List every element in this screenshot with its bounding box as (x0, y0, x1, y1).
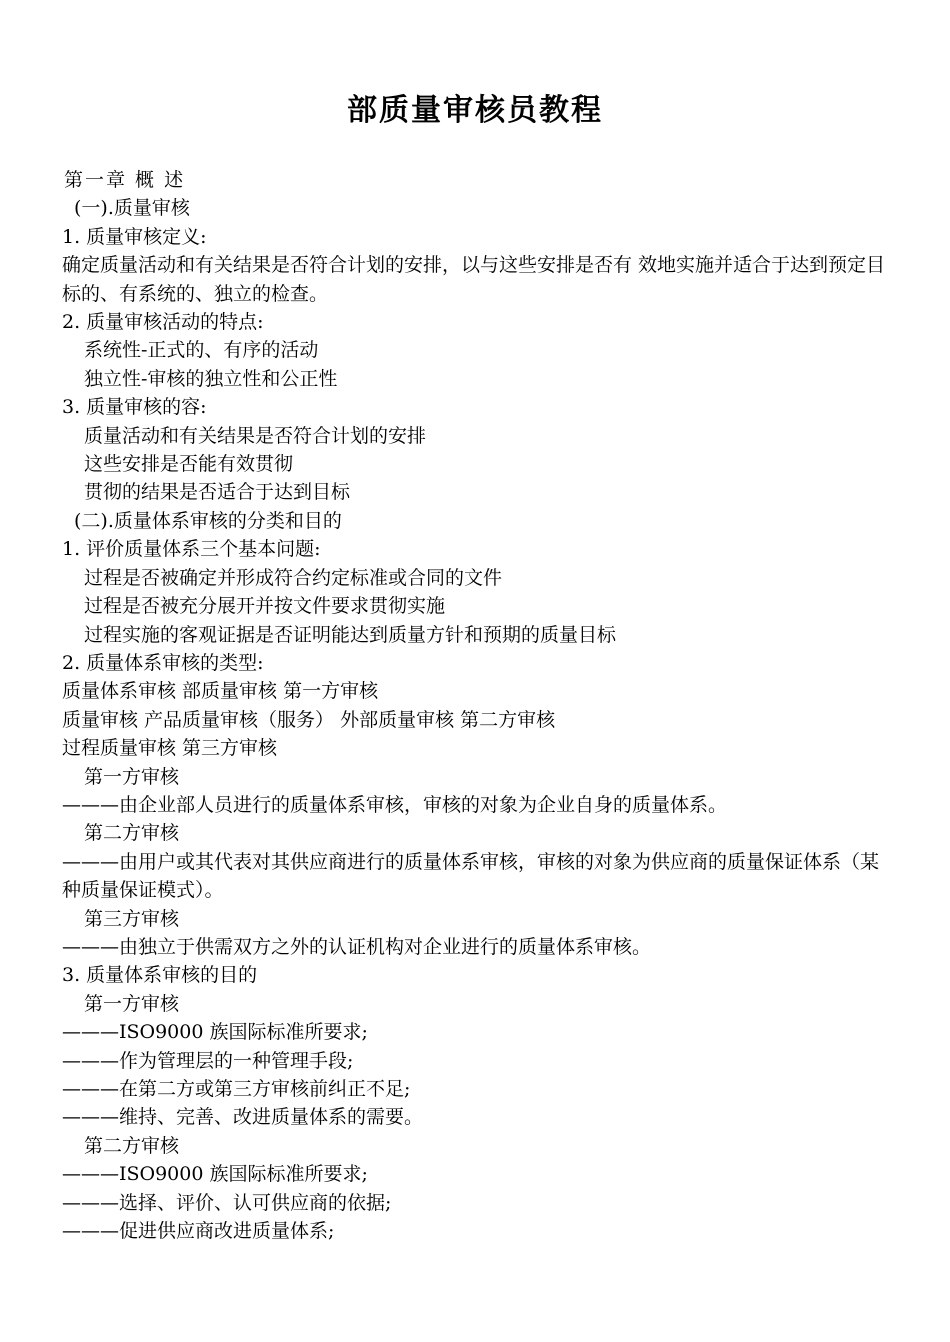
text-line: ———在第二方或第三方审核前纠正不足; (62, 1078, 411, 1100)
text-line: ———选择、评价、认可供应商的依据; (62, 1191, 392, 1214)
text-line: 3. 质量审核的容: (62, 396, 207, 419)
text-line: ———ISO9000 族国际标准所要求; (62, 1163, 368, 1186)
text-line: 过程实施的客观证据是否证明能达到质量方针和预期的质量目标 (84, 623, 617, 646)
text-line: 2. 质量体系审核的类型: (62, 651, 264, 674)
document-body (62, 166, 892, 1245)
text-line: 系统性-正式的、有序的活动 (84, 339, 319, 362)
text-line: 这些安排是否能有效贯彻 (84, 453, 294, 476)
text-line: (一).质量审核 (74, 197, 190, 220)
text-line: 过程是否被确定并形成符合约定标准或合同的文件 (84, 566, 503, 589)
text-line: 1. 质量审核定义: (62, 225, 207, 248)
text-line: 第二方审核 (84, 1134, 180, 1157)
text-line: ———由企业部人员进行的质量体系审核，审核的对象为企业自身的质量体系。 (62, 793, 728, 816)
text-line: 第一章 概 述 (64, 169, 186, 191)
text-line: ———维持、完善、改进质量体系的需要。 (62, 1106, 424, 1129)
text-line: 第三方审核 (84, 907, 180, 930)
text-line: 3. 质量体系审核的目的 (62, 964, 258, 987)
text-line: 贯彻的结果是否适合于达到目标 (84, 481, 351, 504)
text-line: 2. 质量审核活动的特点: (62, 311, 264, 334)
text-line: 第二方审核 (84, 822, 180, 845)
text-line: 过程质量审核 第三方审核 (62, 737, 278, 760)
text-line: 1. 评价质量体系三个基本问题: (62, 538, 321, 561)
text-line: 独立性-审核的独立性和公正性 (84, 367, 338, 390)
text-line: 质量体系审核 部质量审核 第一方审核 (62, 680, 379, 703)
text-line: (二).质量体系审核的分类和目的 (74, 509, 342, 532)
text-line: 确定质量活动和有关结果是否符合计划的安排，以与这些安排是否有 效地实施并适合于达到预定目标的、有系统的、独立的检查。 (62, 254, 886, 305)
text-line: 质量活动和有关结果是否符合计划的安排 (84, 424, 427, 447)
text-line: ———作为管理层的一种管理手段; (62, 1049, 354, 1072)
text-line: 第一方审核 (84, 765, 180, 788)
text-line: ———ISO9000 族国际标准所要求; (62, 1021, 368, 1044)
text-line: 过程是否被充分展开并按文件要求贯彻实施 (84, 595, 446, 618)
text-line: ———促进供应商改进质量体系; (62, 1220, 335, 1243)
text-line: ———由独立于供需双方之外的认证机构对企业进行的质量体系审核。 (62, 935, 652, 958)
text-line: 质量审核 产品质量审核（服务） 外部质量审核 第二方审核 (62, 708, 556, 731)
text-line: 第一方审核 (84, 992, 180, 1015)
document-title: 部质量审核员教程 (347, 93, 603, 128)
text-line: ———由用户或其代表对其供应商进行的质量体系审核，审核的对象为供应商的质量保证体系（某种质量保证模式）。 (62, 850, 880, 902)
